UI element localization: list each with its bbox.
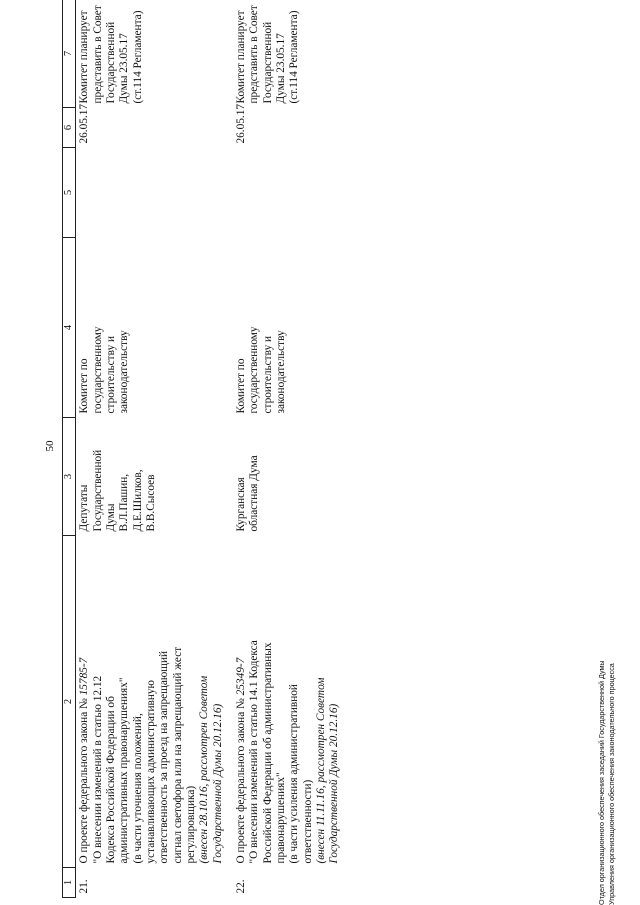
column-number: 7 — [63, 0, 76, 108]
date-cell — [233, 103, 350, 148]
column-number: 6 — [63, 108, 76, 148]
author-line: В.В.Сысоев — [145, 474, 158, 532]
bill-title-line: устанавливающих административную — [145, 680, 158, 864]
column-number: 4 — [63, 238, 76, 418]
column-number: 5 — [63, 148, 76, 238]
row-number-cell — [76, 868, 233, 898]
planned-date: 26.05.17 — [78, 103, 91, 144]
plan-cell — [233, 0, 350, 108]
committee-line: строительству и — [105, 335, 118, 414]
column-number: 1 — [63, 868, 76, 898]
bill-title-line: (в части усиления административной — [288, 684, 301, 864]
column-number: 2 — [63, 536, 76, 868]
row-number: 21. — [78, 879, 91, 894]
bill-heading-prefix: О проекте федерального закона № — [78, 695, 91, 864]
page-number: 50 — [44, 440, 56, 452]
bill-heading — [78, 540, 91, 864]
bill-title-line: правонарушениях" — [274, 772, 287, 864]
plan-line: представить в Совет — [248, 5, 261, 104]
bill-title-line: ответственность за проезд на запрещающий — [158, 650, 171, 864]
empty-column-cell — [233, 148, 350, 238]
planned-date: 26.05.17 — [234, 103, 247, 144]
bill-title-cell — [233, 536, 350, 868]
bill-title-line: регулировщика) — [185, 785, 197, 864]
author-line: Курганская — [234, 477, 247, 532]
bill-title-cell — [76, 536, 233, 868]
committee-line: Комитет по — [234, 358, 247, 414]
bill-submission-note: (внесен 11.11.16, рассмотрен Советом — [314, 677, 327, 864]
committee-cell — [233, 238, 350, 418]
plan-line: Думы 23.05.17 — [274, 33, 287, 104]
plan-line: (ст.114 Регламента) — [131, 10, 144, 104]
author-cell — [233, 418, 350, 536]
committee-line: государственному — [91, 326, 104, 414]
author-cell — [76, 418, 233, 536]
empty-column-cell — [76, 148, 233, 238]
author-line: Депутаты — [78, 484, 91, 532]
date-cell — [76, 103, 233, 148]
author-line: Государственной — [91, 449, 104, 532]
table-row — [76, 0, 233, 898]
bill-title-line: "О внесении изменений в статью 14.1 Кодекса — [248, 640, 261, 864]
author-line: Д.Е.Шилков, — [131, 469, 144, 532]
column-number-header-row — [63, 0, 76, 898]
bill-title-line: ответственности) — [301, 779, 314, 864]
table-row — [233, 0, 350, 898]
author-line: Думы — [105, 503, 118, 532]
agenda-table — [62, 0, 350, 898]
row-number-cell — [233, 868, 350, 898]
plan-line: (ст.114 Регламента) — [288, 10, 301, 104]
plan-line: Думы 23.05.17 — [118, 33, 131, 104]
plan-line: Комитет планирует — [78, 10, 91, 104]
bill-number: 15785-7 — [78, 657, 91, 696]
plan-line: представить в Совет — [91, 5, 104, 104]
column-number: 3 — [63, 418, 76, 536]
footer-line: Отдел организационного обеспечения заседаний Государственной Думы — [597, 660, 606, 905]
plan-line: Комитет планирует — [234, 10, 247, 104]
bill-title-line: Кодекса Российской Федерации об — [105, 696, 118, 864]
committee-cell — [76, 238, 233, 418]
author-line: областная Дума — [248, 455, 261, 532]
bill-title-line: Российской Федерации об административных — [261, 642, 274, 864]
bill-submission-note: (внесен 28.10.16, рассмотрен Советом — [198, 675, 211, 864]
bill-submission-note: Государственной Думы 20.12.16) — [328, 703, 341, 864]
row-number: 22. — [234, 879, 247, 894]
bill-title-line: административных правонарушениях" — [118, 677, 131, 864]
committee-line: законодательству — [118, 330, 131, 414]
committee-line: законодательству — [274, 330, 287, 414]
footer-line: Управления организационного обеспечения законодательного процесса — [606, 663, 616, 905]
bill-title-line: сигнал светофора или на запрещающий жест — [171, 646, 184, 864]
agenda-sheet — [62, 0, 637, 898]
bill-heading-prefix: О проекте федерального закона № — [234, 695, 247, 864]
footer-department — [597, 605, 637, 905]
bill-number: 25349-7 — [234, 657, 247, 696]
plan-cell — [76, 0, 233, 108]
bill-title-line: "О внесении изменений в статью 12.12 — [91, 675, 104, 864]
bill-title-line: (в части уточнения положений, — [131, 713, 144, 864]
committee-line: государственному — [248, 326, 261, 414]
author-line: В.Л.Пашин, — [118, 473, 131, 532]
committee-line: Комитет по — [78, 358, 91, 414]
bill-submission-note: Государственной Думы 20.12.16) — [211, 703, 224, 864]
bill-heading — [235, 540, 248, 864]
plan-line: Государственной — [261, 21, 274, 104]
committee-line: строительству и — [261, 335, 274, 414]
plan-line: Государственной — [105, 21, 118, 104]
